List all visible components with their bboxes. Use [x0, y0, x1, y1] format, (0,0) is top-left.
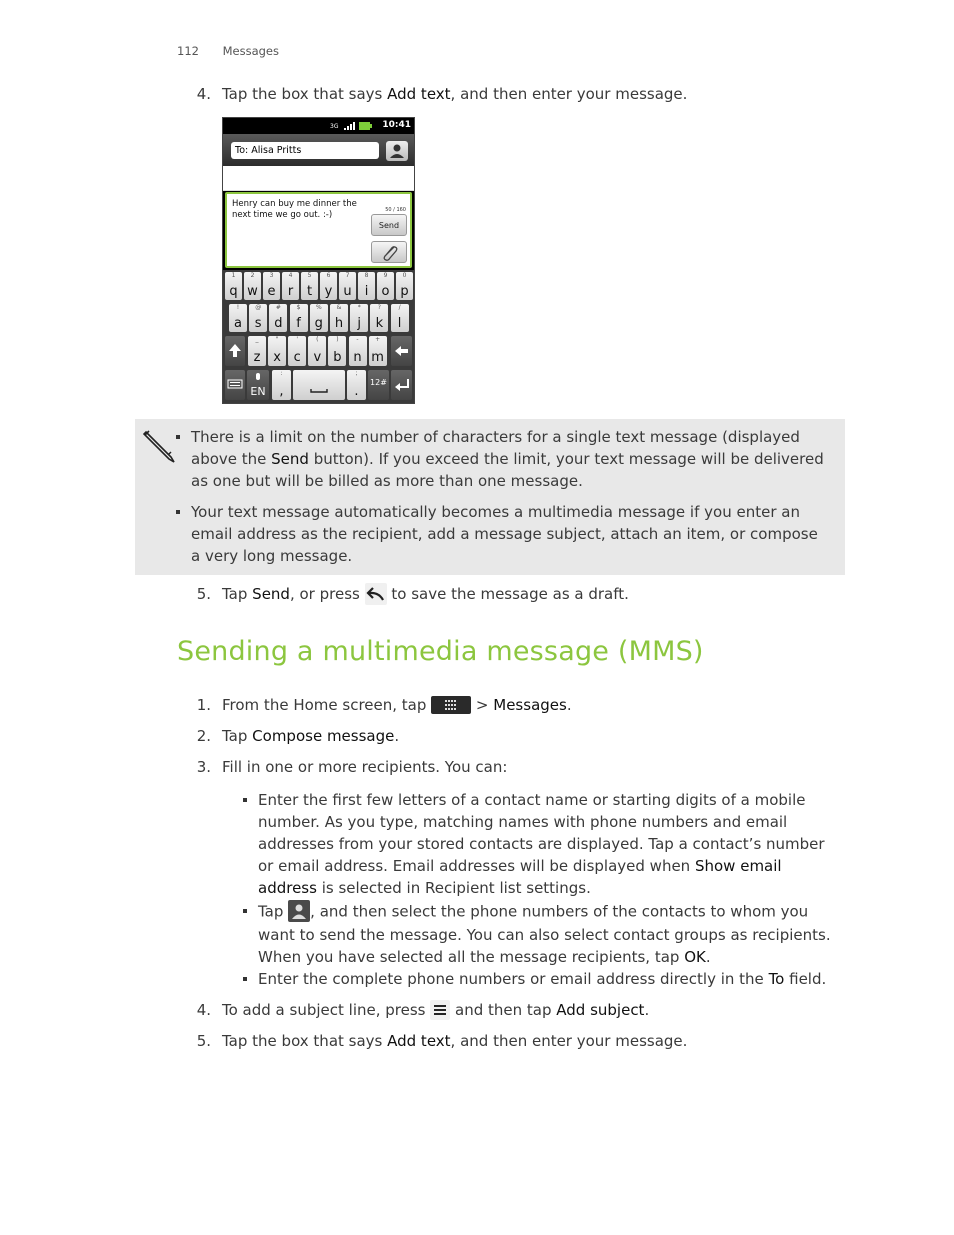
- step-number: 5.: [196, 1032, 211, 1050]
- ui-term: Add text: [387, 1032, 451, 1050]
- key-alt-label: 8: [364, 272, 369, 279]
- key-z[interactable]: [248, 336, 266, 366]
- ui-term: Show email address: [258, 857, 782, 897]
- key-v[interactable]: [308, 336, 326, 366]
- step-number: 4.: [196, 1001, 211, 1019]
- key-alt-label: 0: [402, 272, 407, 279]
- key-alt-label: %: [315, 304, 322, 311]
- language-label: EN: [250, 385, 266, 398]
- sub-bullet: [258, 789, 843, 899]
- text: >: [471, 696, 494, 714]
- text: is selected in Recipient list settings.: [316, 879, 591, 897]
- all-apps-icon: [431, 695, 471, 717]
- key-label: e: [267, 284, 276, 299]
- key-alt-label: #: [275, 304, 281, 311]
- key-label: x: [273, 350, 281, 365]
- ui-term: Send: [271, 450, 309, 468]
- key-label: r: [287, 284, 294, 299]
- shift-key[interactable]: [225, 336, 245, 366]
- text: From the Home screen, tap: [222, 696, 432, 714]
- key-label: y: [324, 284, 333, 299]
- ui-term: Compose message: [252, 727, 395, 745]
- text: .: [644, 1001, 650, 1019]
- key-alt-label: 5: [307, 272, 312, 279]
- key-label: u: [343, 284, 352, 299]
- text: Tap: [222, 727, 253, 745]
- period-key[interactable]: [347, 370, 366, 400]
- key-label: z: [253, 350, 261, 365]
- key-e[interactable]: [263, 272, 280, 300]
- enter-icon: [391, 370, 412, 400]
- key-label: t: [306, 284, 313, 299]
- space-key[interactable]: [293, 370, 345, 400]
- ui-term: Messages: [493, 696, 567, 714]
- step-number: 5.: [196, 585, 211, 603]
- key-a[interactable]: [229, 304, 247, 332]
- language-key[interactable]: [247, 370, 269, 400]
- key-l[interactable]: [391, 304, 409, 332]
- key-label: q: [229, 284, 238, 299]
- symbols-label: 12#: [370, 378, 387, 387]
- ui-term: Add text: [387, 85, 451, 103]
- text: , and then enter your message.: [450, 1032, 688, 1050]
- key-alt-label: ): [336, 336, 339, 343]
- text: , and then select the phone numbers of the contacts to whom you want to send the message. You can also select contact groups as recipients. When you have selected all the message recipients, tap: [258, 902, 831, 966]
- space-icon: [293, 370, 345, 400]
- key-alt-label: 9: [383, 272, 388, 279]
- text: Enter the first few letters of a contact name or starting digits of a mobile number. As you type, matching names with phone numbers and email addresses from your stored contacts are displayed. Tap a contact’s number or email address. Email addresses will be displayed when: [258, 791, 825, 875]
- comma-key[interactable]: [272, 370, 291, 400]
- phone-screenshot: [222, 117, 415, 404]
- compose-header: [223, 134, 414, 166]
- status-time: 10:41: [382, 120, 411, 130]
- key-alt-label: 7: [345, 272, 350, 279]
- key-y[interactable]: [320, 272, 337, 300]
- text: Tap the box that says: [222, 1032, 388, 1050]
- key-label: .: [354, 384, 359, 399]
- key-label: f: [296, 316, 301, 331]
- key-u[interactable]: [339, 272, 356, 300]
- section-name: Messages: [222, 44, 280, 58]
- paperclip-icon: [372, 242, 408, 264]
- text: to save the message as a draft.: [386, 585, 629, 603]
- key-k[interactable]: [370, 304, 388, 332]
- text: and then tap: [450, 1001, 557, 1019]
- text: Your text message automatically becomes a multimedia message if you enter an email address as the recipient, add a message subject, attach an item, or compose a very long message.: [191, 503, 818, 565]
- key-label: p: [400, 284, 409, 299]
- key-alt-label: 4: [288, 272, 293, 279]
- symbols-key[interactable]: [368, 370, 389, 400]
- key-label: c: [293, 350, 301, 365]
- key-alt-label: ?: [377, 304, 381, 311]
- note-box: [135, 419, 845, 575]
- key-q[interactable]: [225, 272, 242, 300]
- key-d[interactable]: [269, 304, 287, 332]
- key-alt-label: ': [296, 336, 299, 343]
- key-alt-label: 1: [231, 272, 236, 279]
- text: There is a limit on the number of characters for a single text message (displayed above the: [191, 428, 800, 468]
- contact-icon: [288, 900, 310, 924]
- backspace-icon: [391, 336, 412, 366]
- shift-icon: [225, 336, 245, 366]
- step-text: [222, 1030, 842, 1052]
- key-label: k: [375, 316, 384, 331]
- pencil-icon: [143, 429, 177, 463]
- note-bullet: [191, 501, 831, 567]
- step-text: [222, 694, 842, 717]
- key-alt-label: 3: [269, 272, 274, 279]
- key-alt-label: -: [356, 336, 359, 343]
- key-alt-label: 6: [326, 272, 331, 279]
- key-label: ,: [279, 384, 284, 399]
- key-label: n: [353, 350, 362, 365]
- key-alt-label: +: [375, 336, 381, 343]
- key-p[interactable]: [396, 272, 413, 300]
- text: .: [394, 727, 400, 745]
- key-label: j: [357, 316, 361, 331]
- text: , and then enter your message.: [450, 85, 688, 103]
- step-number: 2.: [196, 727, 211, 745]
- key-label: o: [381, 284, 390, 299]
- text: field.: [784, 970, 827, 988]
- key-g[interactable]: [310, 304, 328, 332]
- text: , or press: [289, 585, 365, 603]
- section-title: Sending a multimedia message (MMS): [177, 636, 704, 667]
- keyboard-icon: [225, 370, 245, 400]
- contact-icon: [386, 141, 408, 161]
- key-b[interactable]: [328, 336, 346, 366]
- page-header: [177, 44, 279, 58]
- key-alt-label: (: [316, 336, 319, 343]
- key-label: l: [397, 316, 402, 331]
- ui-term: OK: [684, 948, 706, 966]
- step-number: 3.: [196, 758, 211, 776]
- microphone-icon: [247, 371, 269, 385]
- message-text: Henry can buy me dinner the next time we go out. :-): [232, 199, 357, 220]
- attach-button[interactable]: [371, 241, 407, 263]
- key-c[interactable]: [288, 336, 306, 366]
- text: button). If you exceed the limit, your text message will be delivered as one but will be billed as more than one message.: [191, 450, 824, 490]
- key-label: v: [313, 350, 322, 365]
- ui-term: Send: [252, 585, 290, 603]
- key-alt-label: 2: [250, 272, 255, 279]
- key-i[interactable]: [358, 272, 375, 300]
- step-text: [222, 725, 842, 747]
- key-m[interactable]: [369, 336, 387, 366]
- sub-bullet: [258, 968, 843, 990]
- menu-icon: [430, 1000, 450, 1022]
- key-t[interactable]: [301, 272, 318, 300]
- text: Tap the box that says: [222, 85, 388, 103]
- text: .: [566, 696, 572, 714]
- key-s[interactable]: [249, 304, 267, 332]
- back-icon: [365, 583, 387, 606]
- key-label: d: [274, 316, 283, 331]
- contact-picker-button[interactable]: [386, 141, 408, 161]
- step-number: 1.: [196, 696, 211, 714]
- key-alt-label: &: [336, 304, 342, 311]
- key-label: g: [314, 316, 323, 331]
- text: To add a subject line, press: [222, 1001, 431, 1019]
- status-bar: [223, 118, 414, 134]
- message-box[interactable]: [225, 192, 412, 268]
- key-alt-label: _: [255, 336, 259, 343]
- key-label: i: [364, 284, 369, 299]
- text: .: [705, 948, 711, 966]
- key-alt-label: ;: [355, 370, 358, 377]
- key-alt-label: $: [296, 304, 301, 311]
- ui-term: To: [768, 970, 785, 988]
- ui-term: Add subject: [556, 1001, 645, 1019]
- key-label: h: [334, 316, 344, 331]
- enter-key[interactable]: [391, 370, 412, 400]
- svg-text:3G: 3G: [330, 123, 339, 130]
- key-f[interactable]: [290, 304, 308, 332]
- send-button[interactable]: Send: [371, 214, 407, 236]
- key-r[interactable]: [282, 272, 299, 300]
- step-text: [222, 83, 842, 105]
- key-label: w: [247, 284, 258, 299]
- sub-bullet: [258, 900, 843, 968]
- battery-icon: [359, 122, 372, 130]
- to-field[interactable]: To: Alisa Pritts: [231, 142, 379, 159]
- key-n[interactable]: [349, 336, 367, 366]
- key-h[interactable]: [330, 304, 348, 332]
- step-text: [222, 999, 842, 1022]
- text: Tap: [258, 902, 289, 921]
- key-alt-label: ": [275, 336, 279, 343]
- step-text: Fill in one or more recipients. You can:: [222, 758, 508, 776]
- key-label: b: [333, 350, 342, 365]
- subject-gap: [223, 166, 414, 191]
- key-alt-label: :: [280, 370, 283, 377]
- note-bullet: [191, 426, 831, 492]
- key-w[interactable]: [244, 272, 261, 300]
- key-o[interactable]: [377, 272, 394, 300]
- onscreen-keyboard: [223, 270, 414, 403]
- character-counter: 50 / 160: [385, 207, 406, 213]
- key-alt-label: !: [236, 304, 240, 311]
- text: Tap: [222, 585, 253, 603]
- step-text: [222, 583, 842, 606]
- key-alt-label: @: [255, 304, 262, 311]
- key-label: m: [371, 350, 384, 365]
- key-j[interactable]: [350, 304, 368, 332]
- backspace-key[interactable]: [391, 336, 412, 366]
- key-alt-label: /: [398, 304, 401, 311]
- key-x[interactable]: [268, 336, 286, 366]
- page-number: 112: [177, 44, 199, 58]
- key-alt-label: *: [357, 304, 361, 311]
- keyboard-toggle-key[interactable]: [225, 370, 245, 400]
- text: Enter the complete phone numbers or email address directly in the: [258, 970, 769, 988]
- key-label: s: [254, 316, 262, 331]
- step-number: 4.: [196, 85, 211, 103]
- key-label: a: [234, 316, 242, 331]
